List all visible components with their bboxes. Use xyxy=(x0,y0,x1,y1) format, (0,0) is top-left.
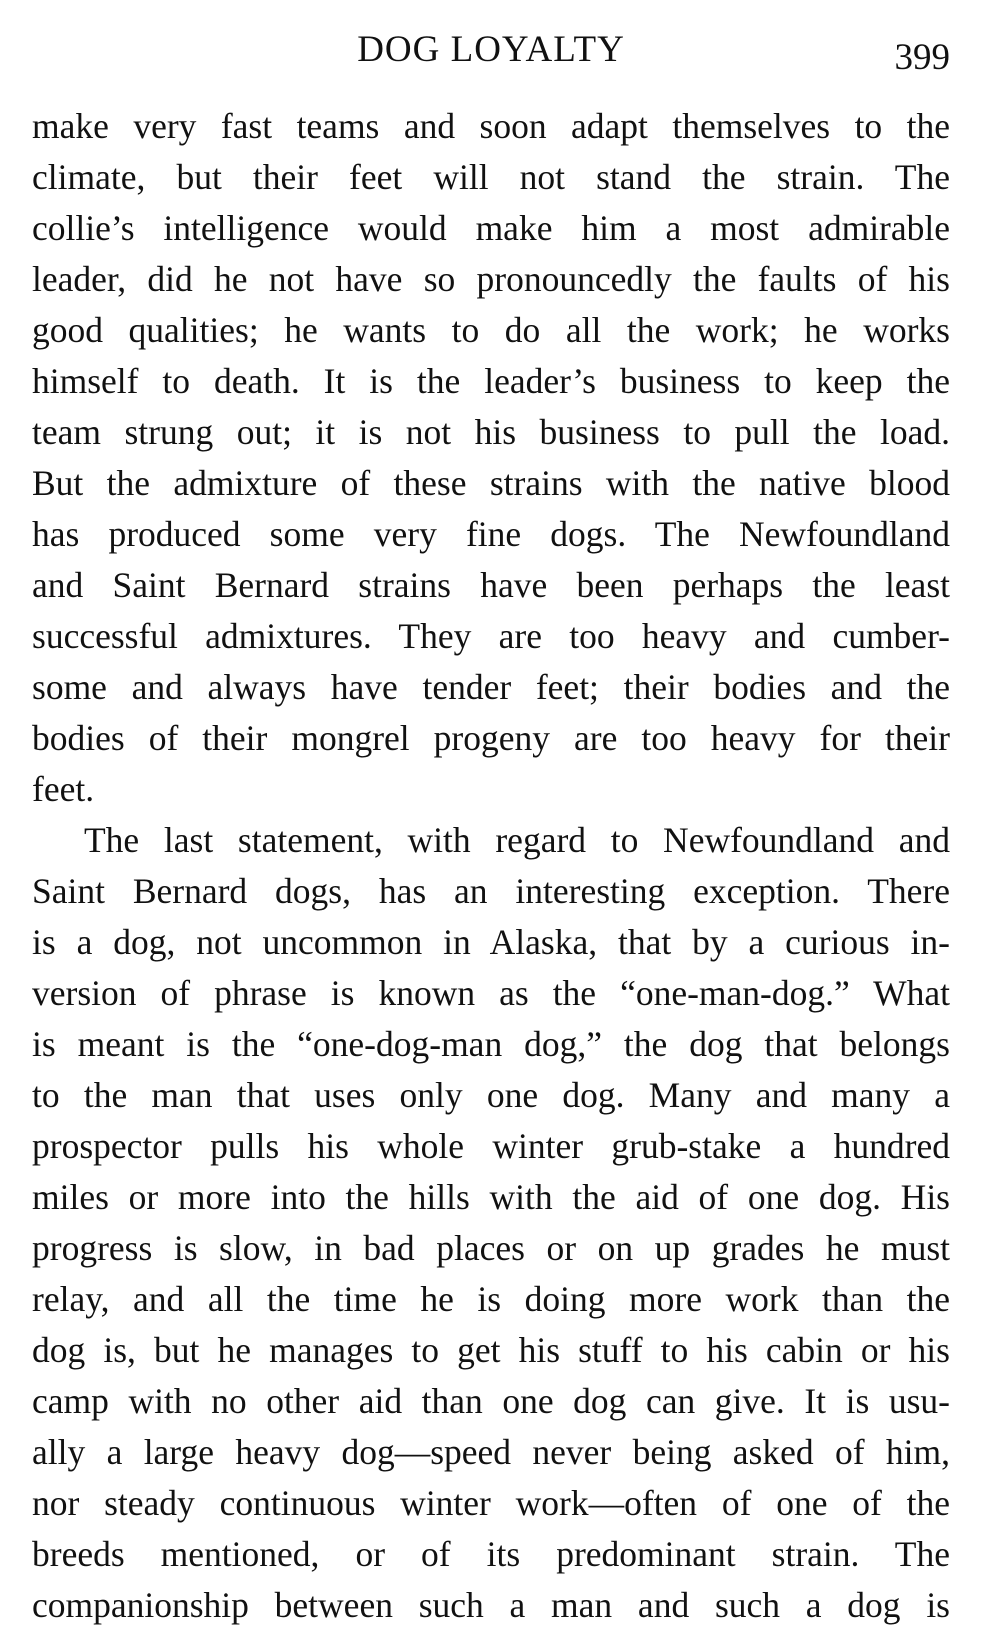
text-line: breeds mentioned, or of its predominant strain. The xyxy=(32,1534,950,1574)
text-line: version of phrase is known as the “one-man-dog.” What xyxy=(32,973,950,1013)
text-line: dog is, but he manages to get his stuff to his cabin or his xyxy=(32,1330,950,1370)
text-line: Saint Bernard dogs, has an interesting exception. There xyxy=(32,871,950,911)
text-line: has produced some very fine dogs. The Newfoundland xyxy=(32,514,950,554)
text-line: to the man that uses only one dog. Many and many a xyxy=(32,1075,950,1115)
paragraph-2 xyxy=(32,815,950,1631)
text-line: some and always have tender feet; their bodies and the xyxy=(32,667,950,707)
text-line: is a dog, not uncommon in Alaska, that by a curious in- xyxy=(32,922,950,962)
text-line: team strung out; it is not his business to pull the load. xyxy=(32,412,950,452)
paragraph-1 xyxy=(32,101,950,815)
page-number: 399 xyxy=(894,37,950,78)
text-line: relay, and all the time he is doing more work than the xyxy=(32,1279,950,1319)
running-head: DOG LOYALTY xyxy=(357,29,625,70)
text-line: companionship between such a man and such a dog is xyxy=(32,1585,950,1625)
page-header xyxy=(32,22,950,82)
text-line: collie’s intelligence would make him a most admirable xyxy=(32,208,950,248)
text-line: bodies of their mongrel progeny are too heavy for their xyxy=(32,718,950,758)
text-line: camp with no other aid than one dog can give. It is usu- xyxy=(32,1381,950,1421)
text-line: ally a large heavy dog—speed never being asked of him, xyxy=(32,1432,950,1472)
text-line: feet. xyxy=(32,769,95,809)
text-line: successful admixtures. They are too heavy and cumber- xyxy=(32,616,950,656)
text-line: The last statement, with regard to Newfoundland and xyxy=(84,820,950,860)
text-line: himself to death. It is the leader’s business to keep the xyxy=(32,361,950,401)
text-line: leader, did he not have so pronouncedly the faults of his xyxy=(32,259,950,299)
text-line: make very fast teams and soon adapt themselves to the xyxy=(32,106,950,146)
text-line: But the admixture of these strains with the native blood xyxy=(32,463,950,503)
body-text xyxy=(32,101,950,1631)
text-line: good qualities; he wants to do all the work; he works xyxy=(32,310,950,350)
text-line: nor steady continuous winter work—often of one of the xyxy=(32,1483,950,1523)
text-line: miles or more into the hills with the aid of one dog. His xyxy=(32,1177,950,1217)
text-line: climate, but their feet will not stand the strain. The xyxy=(32,157,950,197)
text-line: prospector pulls his whole winter grub-stake a hundred xyxy=(32,1126,950,1166)
text-line: and Saint Bernard strains have been perhaps the least xyxy=(32,565,950,605)
text-line: is meant is the “one-dog-man dog,” the dog that belongs xyxy=(32,1024,950,1064)
text-line: progress is slow, in bad places or on up grades he must xyxy=(32,1228,950,1268)
